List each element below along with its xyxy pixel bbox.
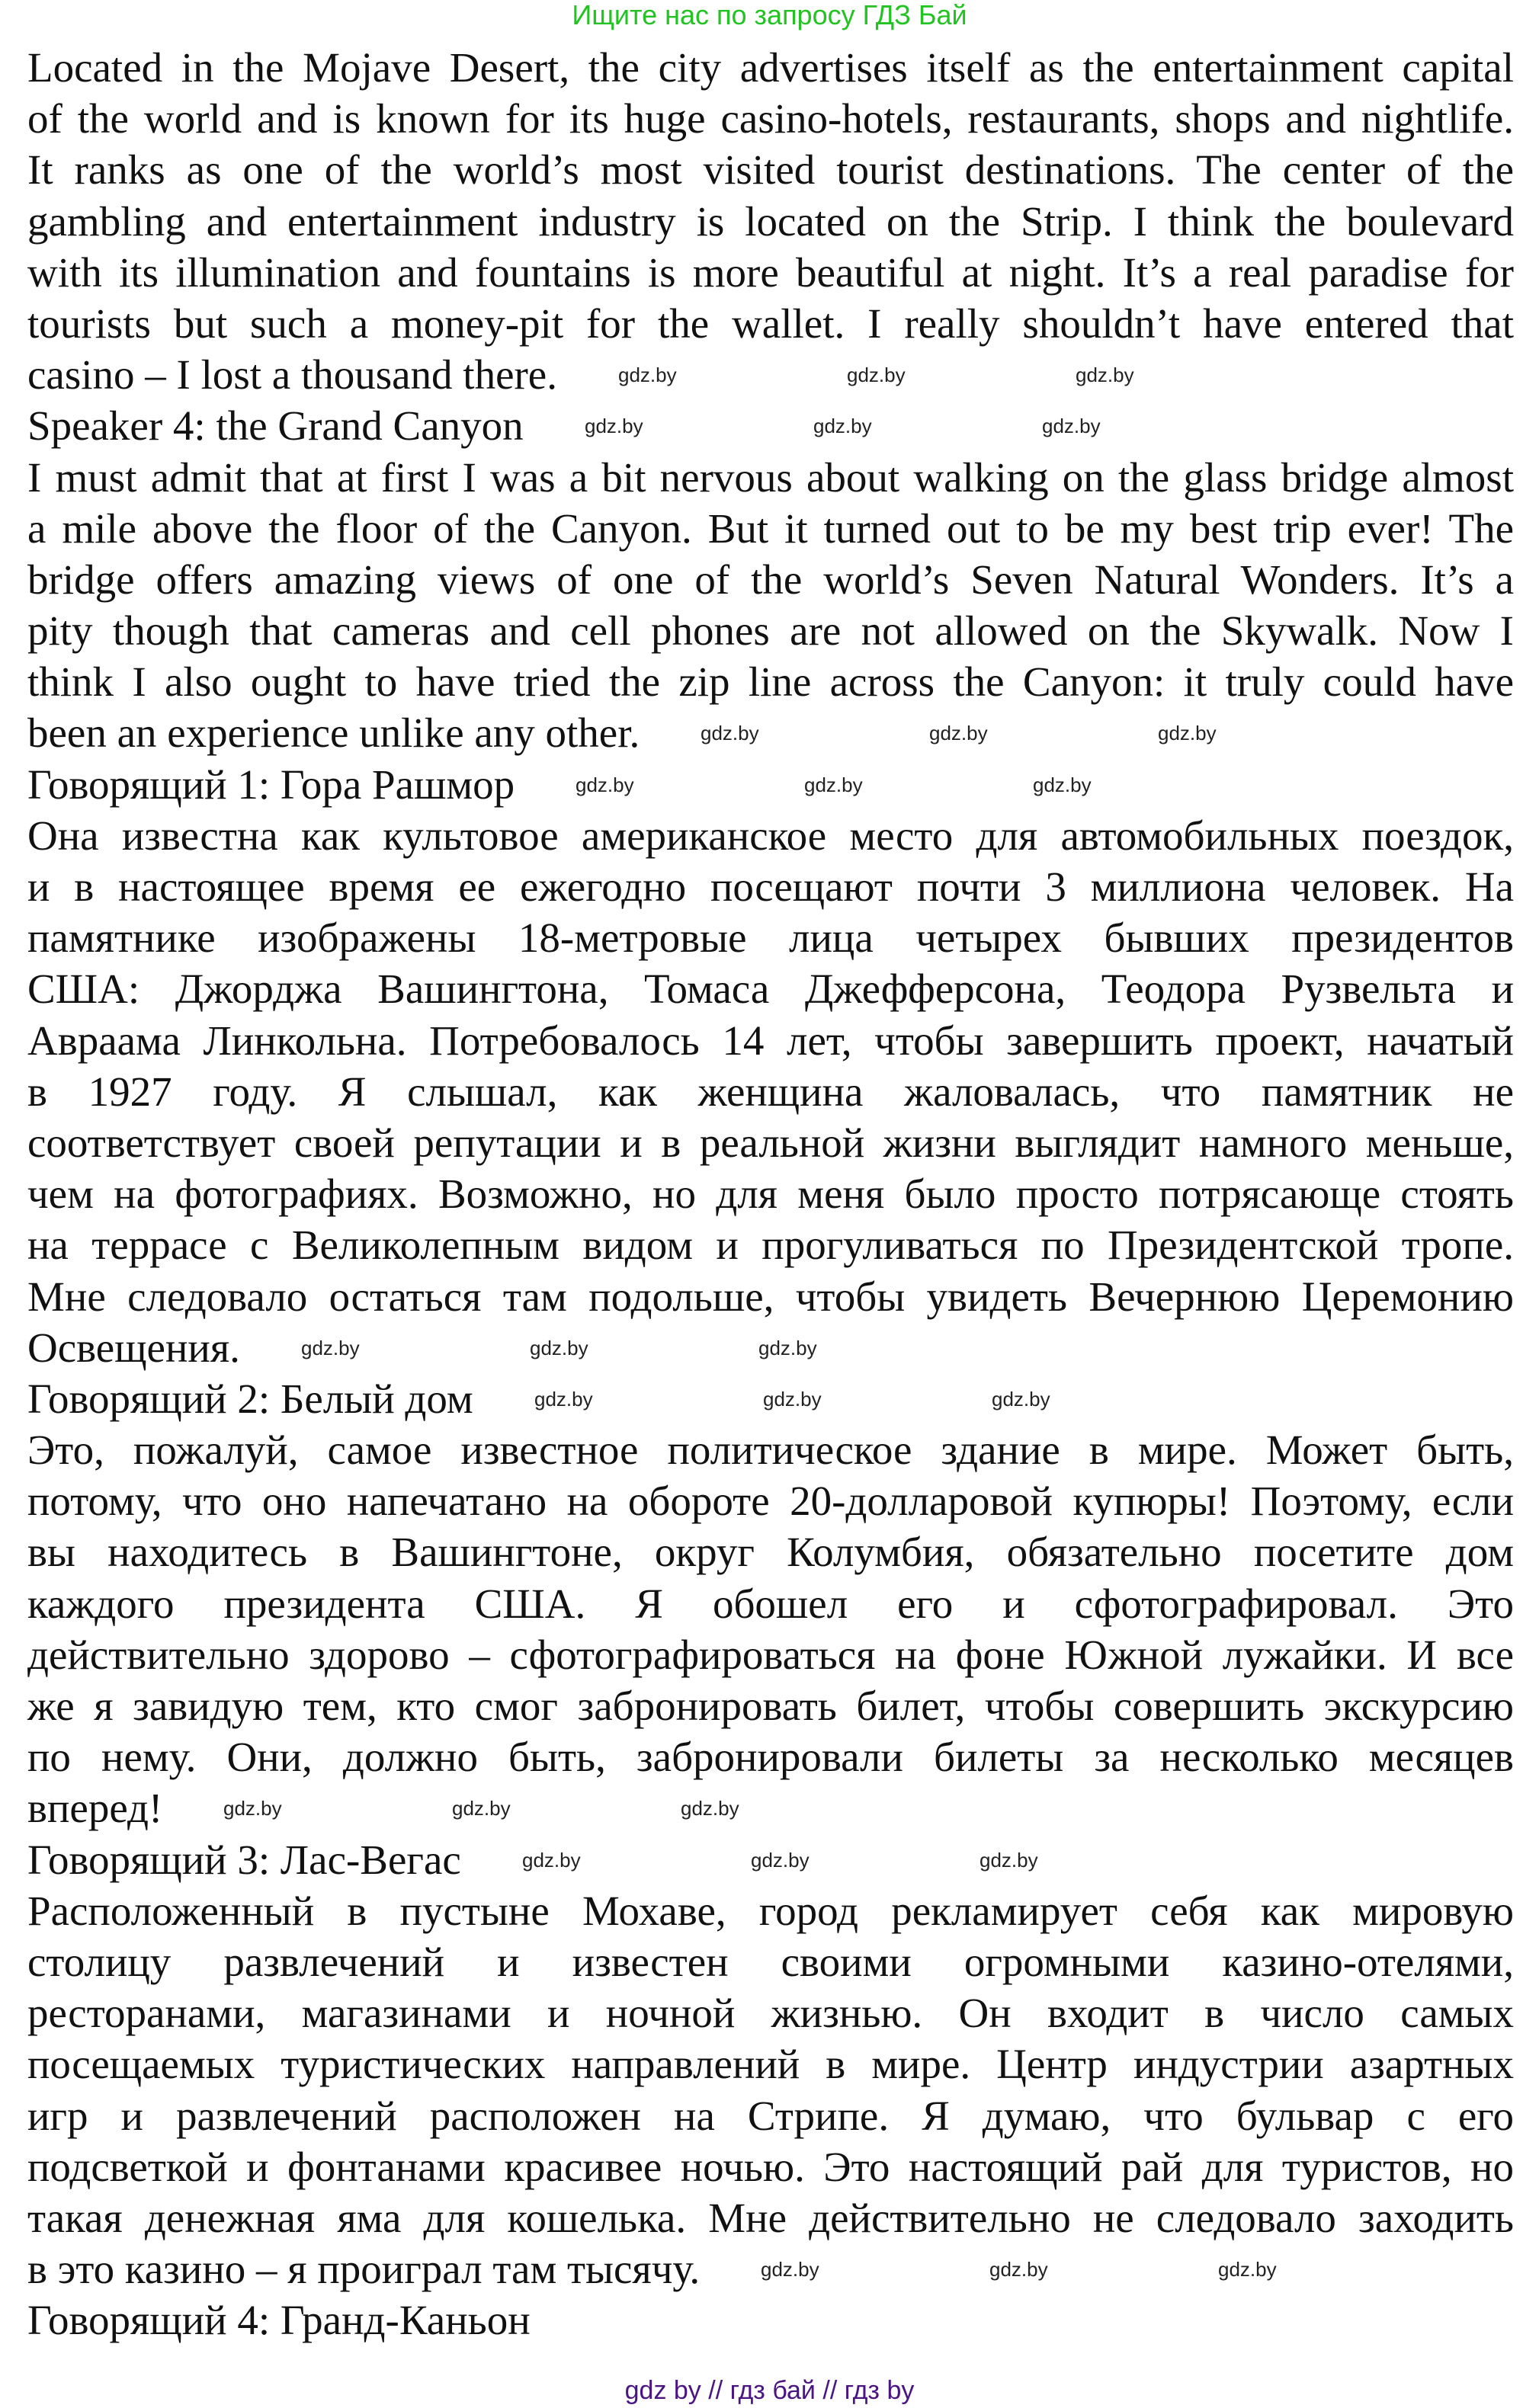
speaker-heading: Говорящий 2: Белый дом — [27, 1375, 473, 1422]
watermark: gdz.by — [761, 2258, 819, 2282]
speaker-heading: Говорящий 4: Гранд-Каньон — [27, 2297, 531, 2344]
text-line: чем на фотографиях. Возможно, но для меня было просто потрясающе стоять — [27, 1170, 1514, 1218]
watermark: gdz.by — [522, 1848, 581, 1872]
paragraph — [27, 1424, 1514, 1834]
speaker-heading-row — [27, 400, 1514, 451]
text-line-row — [27, 349, 1514, 400]
text-line: Авраама Линкольна. Потребовалось 14 лет, чтобы завершить проект, начатый — [27, 1017, 1514, 1064]
text-line: of the world and is known for its huge casino-hotels, restaurants, shops and nightlife. — [27, 95, 1514, 142]
text-line: pity though that cameras and cell phones are not allowed on the Skywalk. Now I — [27, 607, 1514, 655]
text-line: Мне следовало остаться там подольше, чтобы увидеть Вечернюю Церемонию — [27, 1273, 1514, 1320]
watermark: gdz.by — [1218, 2258, 1277, 2282]
watermark: gdz.by — [530, 1336, 588, 1359]
paragraph — [27, 452, 1514, 759]
speaker-heading: Speaker 4: the Grand Canyon — [27, 402, 524, 450]
speaker-heading-row — [27, 1834, 1514, 1885]
text-line: ресторанами, магазинами и ночной жизнью. Он входит в число самых — [27, 1990, 1514, 2037]
watermark: gdz.by — [989, 2258, 1048, 2282]
text-line: bridge offers amazing views of one of the world’s Seven Natural Wonders. It’s a — [27, 556, 1514, 603]
watermark: gdz.by — [223, 1797, 282, 1820]
text-line-row — [27, 1322, 1514, 1373]
watermark: gdz.by — [1158, 722, 1217, 745]
text-line: действительно здорово – сфотографироваться на фоне Южной лужайки. И все — [27, 1631, 1514, 1678]
text-line: Она известна как культовое американское место для автомобильных поездок, — [27, 812, 1514, 859]
footer-links: gdz by // гдз бай // гдз by — [624, 2376, 915, 2405]
paragraph — [27, 42, 1514, 400]
text-line: подсветкой и фонтанами красивее ночью. Это настоящий рай для туристов, но — [27, 2143, 1514, 2190]
speaker-heading-row — [27, 759, 1514, 810]
text-line: на террасе с Великолепным видом и прогуливаться по Президентской тропе. — [27, 1222, 1514, 1269]
watermark: gdz.by — [992, 1387, 1050, 1411]
speaker-heading-row — [27, 1373, 1514, 1424]
watermark: gdz.by — [618, 363, 677, 387]
watermark: gdz.by — [585, 415, 643, 438]
text-line: It ranks as one of the world’s most visited tourist destinations. The center of the — [27, 146, 1514, 194]
speaker-heading: Говорящий 1: Гора Рашмор — [27, 761, 515, 808]
watermark: gdz.by — [534, 1387, 593, 1411]
text-line: Это, пожалуй, самое известное политическое здание в мире. Может быть, — [27, 1427, 1514, 1474]
watermark: gdz.by — [701, 722, 759, 745]
watermark: gdz.by — [813, 415, 872, 438]
text-line: столицу развлечений и известен своими огромными казино-отелями, — [27, 1938, 1514, 1985]
watermark: gdz.by — [847, 363, 906, 387]
watermark: gdz.by — [980, 1848, 1038, 1872]
speaker-heading: Говорящий 3: Лас-Вегас — [27, 1836, 461, 1883]
text-line: памятнике изображены 18-метровые лица четырех бывших президентов — [27, 914, 1514, 962]
text-line: Расположенный в пустыне Мохаве, город рекламирует себя как мировую — [27, 1887, 1514, 1934]
paragraph — [27, 1885, 1514, 2295]
text-line: a mile above the floor of the Canyon. But it turned out to be my best trip ever! The — [27, 504, 1514, 552]
paragraph — [27, 810, 1514, 1373]
text-line-row — [27, 707, 1514, 758]
text-line: casino – I lost a thousand there. — [27, 351, 557, 399]
text-line: вперед! — [27, 1785, 163, 1832]
text-line: gambling and entertainment industry is located on the Strip. I think the boulevard — [27, 197, 1514, 245]
text-line: игр и развлечений расположен на Стрипе. Я думаю, что бульвар с его — [27, 2092, 1514, 2139]
text-line: такая денежная яма для кошелька. Мне действительно не следовало заходить — [27, 2194, 1514, 2241]
search-banner: Ищите нас по запросу ГДЗ Бай — [572, 0, 967, 30]
text-line: вы находитесь в Вашингтоне, округ Колумбия, обязательно посетите дом — [27, 1529, 1514, 1576]
text-line: Located in the Mojave Desert, the city advertises itself as the entertainment capital — [27, 44, 1514, 91]
text-line: и в настоящее время ее ежегодно посещают почти 3 миллиона человек. На — [27, 863, 1514, 910]
text-line: же я завидую тем, кто смог забронировать билет, чтобы совершить экскурсию — [27, 1683, 1514, 1729]
watermark: gdz.by — [301, 1336, 360, 1359]
watermark: gdz.by — [576, 773, 634, 796]
text-line: I must admit that at first I was a bit nervous about walking on the glass bridge almost — [27, 453, 1514, 501]
text-line: been an experience unlike any other. — [27, 709, 640, 757]
watermark: gdz.by — [1033, 773, 1092, 796]
text-line: with its illumination and fountains is more beautiful at night. It’s a real paradise for — [27, 248, 1514, 296]
text-line-row — [27, 2243, 1514, 2294]
text-line: tourists but such a money-pit for the wallet. I really shouldn’t have entered that — [27, 299, 1514, 347]
text-line-row — [27, 1782, 1514, 1833]
watermark: gdz.by — [1042, 415, 1101, 438]
text-line: соответствует своей репутации и в реальной жизни выглядит намного меньше, — [27, 1119, 1514, 1166]
text-line: think I also ought to have tried the zip line across the Canyon: it truly could have — [27, 658, 1514, 706]
text-line: каждого президента США. Я обошел его и сфотографировал. Это — [27, 1580, 1514, 1627]
watermark: gdz.by — [758, 1336, 817, 1359]
speaker-heading-row — [27, 2294, 1514, 2346]
text-line: Освещения. — [27, 1324, 240, 1371]
watermark: gdz.by — [763, 1387, 822, 1411]
watermark: gdz.by — [452, 1797, 511, 1820]
text-line: США: Джорджа Вашингтона, Томаса Джефферсона, Теодора Рузвельта и — [27, 965, 1514, 1013]
text-line: по нему. Они, должно быть, забронировали билеты за несколько месяцев — [27, 1734, 1514, 1781]
text-line: в это казино – я проиграл там тысячу. — [27, 2246, 701, 2293]
document-text — [27, 42, 1514, 2346]
watermark: gdz.by — [681, 1797, 739, 1820]
watermark: gdz.by — [1076, 363, 1134, 387]
text-line: потому, что оно напечатано на обороте 20-долларовой купюры! Поэтому, если — [27, 1478, 1514, 1525]
text-line: посещаемых туристических направлений в мире. Центр индустрии азартных — [27, 2041, 1514, 2088]
watermark: gdz.by — [929, 722, 988, 745]
text-line: в 1927 году. Я слышал, как женщина жаловалась, что памятник не — [27, 1068, 1514, 1115]
watermark: gdz.by — [804, 773, 863, 796]
watermark: gdz.by — [751, 1848, 810, 1872]
